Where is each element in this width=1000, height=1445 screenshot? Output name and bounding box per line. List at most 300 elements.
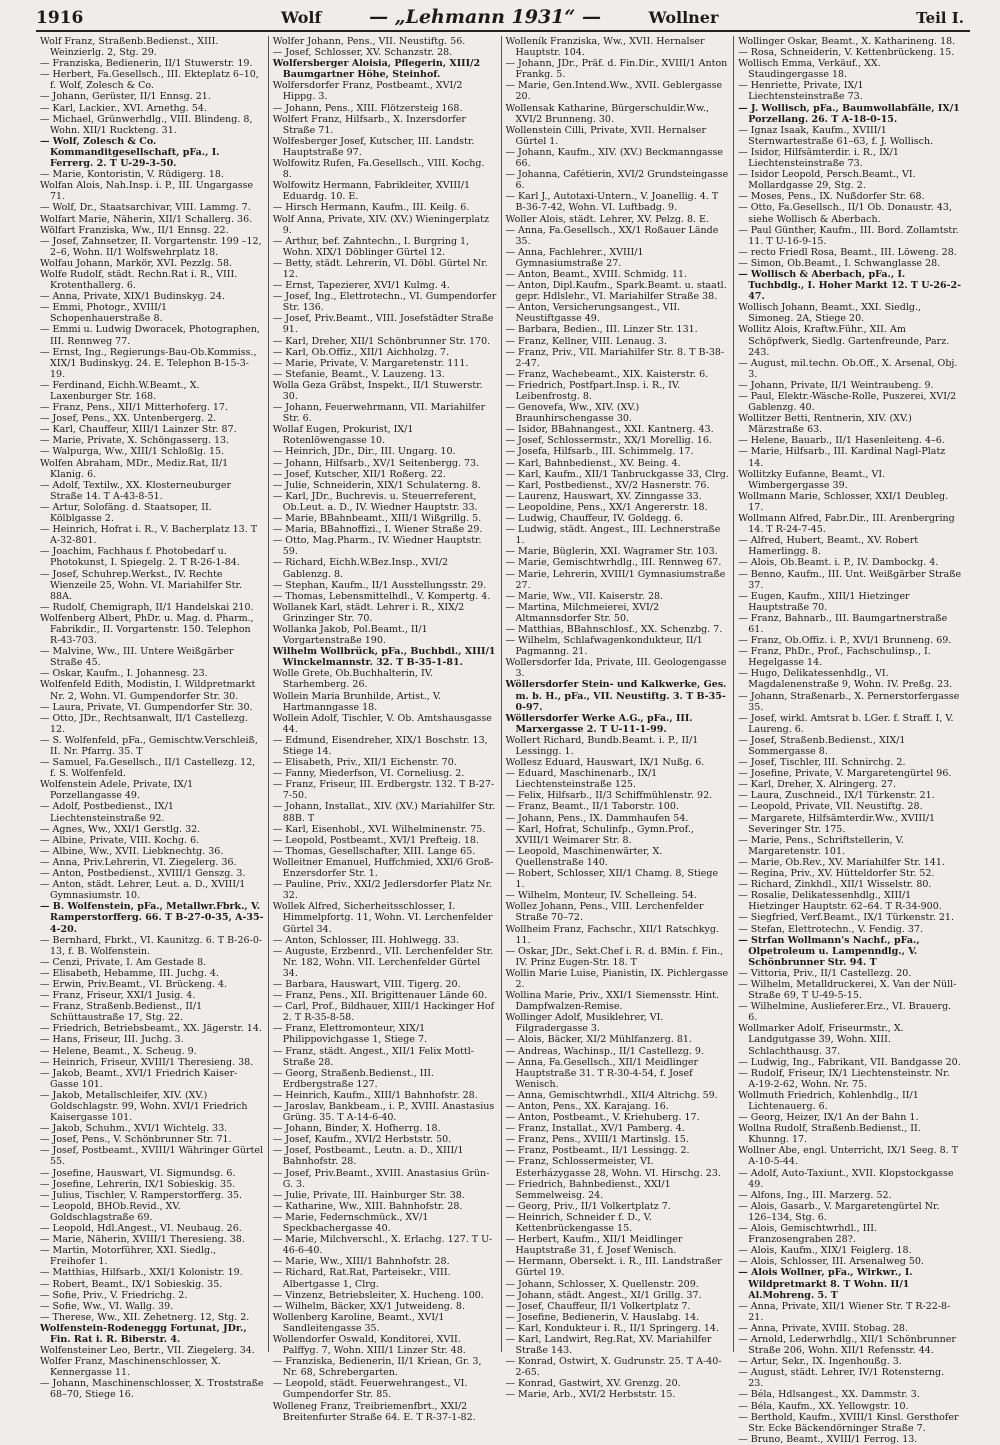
- directory-entry: — Laurenz, Hauswart, XV. Zinngasse 33.: [505, 490, 702, 502]
- directory-entry: — Barbara, Hauswart, VIII. Tigerg. 20.: [272, 978, 461, 990]
- directory-entry: Wolfensteiner Leo, Bertr., VII. Ziegelerg. 34.: [40, 1345, 255, 1357]
- directory-entry: — Franz, PhDr., Prof., Fachschulinsp., I. Hegelgasse 14.: [738, 646, 931, 669]
- directory-entry: — Georg, Heizer, IX/1 An der Bahn 1.: [738, 1112, 919, 1124]
- directory-entry: Wolfersberger Aloisia, Pflegerin, XIII/2 Baumgartner Höhe, Steinhof.: [272, 58, 481, 81]
- directory-entry: — Betty, städt. Lehrerin, VI. Döbl. Gürtel Nr. 12.: [272, 257, 488, 280]
- directory-entry: — Isidor, Hilfsämterdir. i. R., IX/1 Liechtensteinstraße 73.: [738, 146, 899, 170]
- directory-entry: — Arnold, Lederwrhdlg., XII/1 Schönbrunner Straße 206, Wohn. XII/1 Refensstr. 44.: [738, 1333, 956, 1357]
- directory-entry: — Jakob, Beamt., XVI/1 Friedrich Kaiser-Gasse 101.: [40, 1067, 238, 1090]
- directory-entry: — Albine, Ww., XVII. Liebknechtg. 36.: [40, 845, 224, 857]
- directory-entry: — Josef, Zahnsetzer, II. Vorgartenstr. 199 –12, 2–6, Wohn. II/1 Wolfswehrplatz 18.: [40, 235, 262, 258]
- directory-entry: — Johann, Schlosser, X. Quellenstr. 209.: [505, 1278, 699, 1290]
- directory-entry: — Otto, JDr., Rechtsanwalt, II/1 Castellezg. 12.: [40, 712, 248, 735]
- directory-entry: — Matthias, BBahnschlosf., XX. Schenzbg. 7.: [505, 623, 723, 635]
- directory-entry: — Marie, Kontoristin, V. Rüdigerg. 18.: [40, 169, 224, 181]
- directory-entry: — Therese, Ww., XII. Zehetnerg. 12, Stg. 2.: [40, 1311, 250, 1323]
- directory-entry: — Hermann, Obersekt. i. R., III. Landstraßer Gürtel 19.: [505, 1256, 722, 1279]
- directory-entry: — Isidor, BBahnangest., XXI. Kantnerg. 43.: [505, 424, 714, 436]
- directory-entry: Wolf Franz, Straßenb.Bedienst., XIII. Weinzierlg. 2, Stg. 29.: [40, 36, 219, 59]
- directory-entry: Wolfau Johann, Markör, XVI. Pezzlg. 58.: [40, 257, 233, 269]
- directory-entry: — Josef, Pens., V. Schönbrunner Str. 71.: [40, 1134, 232, 1146]
- directory-entry: Wollitz Alois, Kraftw.Führ., XII. Am Schöpfwerk, Siedlg. Gartenfreunde, Parz. 243.: [738, 324, 950, 358]
- directory-entry: — Josef, Tischler, III. Schnirchg. 2.: [738, 757, 906, 769]
- directory-entry: — Siegfried, Verf.Beamt., IX/1 Türkenstr. 21.: [738, 912, 954, 924]
- directory-entry: — Josef, Kaufm., XVI/2 Herbststr. 50.: [272, 1134, 452, 1146]
- directory-entry: — Bernhard, Fbrkt., VI. Kaunitzg. 6. T B-26-0-13, f. B. Wolfenstein.: [40, 934, 263, 957]
- directory-entry: — Michael, Grünwerhdlg., VIII. Blindeng. 8, Wohn. XII/1 Ruckteng. 31.: [40, 113, 253, 136]
- directory-entry: — Josefine, Bedienerin, V. Hauslabg. 14.: [505, 1311, 700, 1323]
- directory-entry: — Julie, Schneiderin, XIX/1 Schulaterng. 8.: [272, 479, 481, 491]
- directory-entry: — Anna, Fachlehrer., XVIII/1 Gymnasiumstraße 27.: [505, 246, 644, 269]
- directory-entry: — Rosa, Schneiderin, V. Kettenbrückeng. 15.: [738, 47, 955, 59]
- directory-entry: — Friedrich, Betriebsbeamt., XX. Jägerstr. 14.: [40, 1023, 262, 1035]
- directory-entry: Wolla Geza Gräbst, Inspekt., II/1 Stuwerstr. 30.: [272, 379, 483, 402]
- directory-entry: — Franziska, Bedienerin, II/1 Kriean, Gr. 3, Nr. 68, Schrebergarten.: [272, 1356, 482, 1379]
- directory-entry: — Josef, Priv.Beamt., VIII. Josefstädter Straße 91.: [272, 313, 494, 336]
- directory-entry: — Franz, Postbeamt., II/1 Lessingg. 2.: [505, 1145, 690, 1157]
- directory-entry: — Leopold, Maschinenwärter, X. Quellenstraße 140.: [505, 845, 663, 868]
- directory-entry: — Carl, Prof., Bildhauer, XIII/1 Hackinger Hof 2. T R-35-8-58.: [272, 1001, 495, 1024]
- directory-entry: — Benno, Kaufm., III. Unt. Weißgärber Straße 37.: [738, 568, 962, 591]
- directory-entry: — Friedrich, Postfpart.Insp. i. R., IV. Leibenfrostg. 8.: [505, 379, 681, 402]
- directory-entry: — Stefan, Elettrotechn., V. Fendig. 37.: [738, 923, 924, 935]
- directory-entry: — Béla, Kaufm., XX. Yellowgstr. 10.: [738, 1400, 909, 1412]
- header-rule: [36, 30, 970, 32]
- directory-entry: — Franz, Bahnarb., III. Baumgartnerstraße 61.: [738, 612, 948, 635]
- directory-entry: Wollitzer Betti, Rentnerin, XIV. (XV.) Märzstraße 63.: [738, 413, 912, 436]
- directory-entry: — Otto, Mag.Pharm., IV. Wiedner Hauptstr. 59.: [272, 535, 482, 558]
- directory-entry: — Josefine, Private, V. Margaretengürtel 96.: [738, 768, 952, 780]
- directory-entry: — Josef, wirkl. Amtsrat b. LGer. f. Straff. I, V. Laureng. 6.: [738, 712, 954, 735]
- directory-entry: — Franz, Pens., XVIII/1 Martinslg. 15.: [505, 1134, 689, 1146]
- directory-entry: — Anton, städt. Lehrer, Leut. a. D., XVIII/1 Gymnasiumstr. 10.: [40, 879, 246, 902]
- directory-entry: — Franz, Elettromonteur, XIX/1 Philippovichgasse 1, Stiege 7.: [272, 1023, 428, 1046]
- directory-entry: — Johann, Installat., XIV. (XV.) Mariahilfer Str. 88B. T: [272, 801, 496, 824]
- directory-entry: — Johann, JDr., Präf. d. Fin.Dir., XVIII/1 Anton Frankg. 5.: [505, 58, 728, 81]
- directory-entry: — Jakob, Metallschleifer, XIV. (XV.) Goldschlagstr. 99, Wohn. XVI/1 Friedrich Kaisergasse 101.: [40, 1089, 248, 1124]
- directory-entry: — Georg, Priv., II/1 Volkertplatz 7.: [505, 1200, 671, 1212]
- directory-entry: Wolfowitz Rufen, Fa.Gesellsch., VIII. Kochg. 8.: [272, 158, 485, 181]
- directory-entry: — Franz, Schlossermeister, VI. Esterházygasse 28, Wohn. VI. Hirschg. 23.: [505, 1156, 721, 1179]
- directory-entry: — Karl, Chauffeur, XIII/1 Lainzer Str. 87.: [40, 424, 237, 436]
- directory-entry: — Richard, Rat.Rat, Parteisekr., VIII. Albertgasse 1, Clrg.: [272, 1267, 451, 1290]
- directory-entry: — Simon, Ob.Beamt., I. Schwanglasse 28.: [738, 257, 941, 269]
- directory-entry: — Robert, Beamt., IX/1 Sobieskig. 35.: [40, 1278, 223, 1290]
- directory-entry: — Johann, Hilfsarb., XV/1 Seitenbergg. 73.: [272, 457, 480, 469]
- directory-entry: — Marie, Gen.Intend.Ww., XVII. Geblergasse 20.: [505, 80, 723, 103]
- column-1: [36, 36, 268, 1401]
- directory-entry: — Josef, Postbeamt., XVIII/1 Währinger Gürtel 55.: [40, 1145, 263, 1168]
- directory-entry: — Anna, Private, XIX/1 Budinskyg. 24.: [40, 291, 225, 303]
- header-title: — „Lehmann 1931“ —: [369, 6, 601, 28]
- directory-entry: — Walpurga, Ww., XIII/1 Schloßlg. 15.: [40, 446, 225, 458]
- directory-entry: — Emmi u. Ludwig Dworacek, Photographen, III. Rennweg 77.: [40, 324, 260, 347]
- directory-entry: — Hans, Friseur, III. Juchg. 3.: [40, 1034, 184, 1046]
- directory-entry: — Barbara, Bedien., III. Linzer Str. 131.: [505, 324, 698, 336]
- directory-entry: — Adolf, Textilw., XX. Klosterneuburger Straße 14. T A-43-8-51.: [40, 479, 232, 502]
- directory-entry: — Anna, Priv.Lehrerin, VI. Ziegelerg. 36.: [40, 856, 237, 868]
- directory-entry: — Strfan Wollmann's Nachf., pFa., Olpetroleum u. Lampenndlg., V. Schönbrunner Str. 94. T: [738, 934, 920, 968]
- directory-entry: — Alois, Schlosser, III. Arsenalweg 50.: [738, 1256, 924, 1268]
- directory-entry: Wolfert Franz, Hilfsarb., X. Inzersdorfer Straße 71.: [272, 113, 466, 136]
- directory-entry: — Thomas, Lebensmittelhdl., V. Kompertg. 4.: [272, 590, 491, 602]
- directory-entry: — Emmi, Photogr., XVIII/1 Schopenhauerstraße 8.: [40, 302, 168, 325]
- directory-entry: — Franz, Priv., VII. Mariahilfer Str. 8. T B-38-2-47.: [505, 346, 725, 369]
- directory-entry: Wolleneg Franz, Treibriemenfbrt., XXI/2 Breitenfurter Straße 64. E. T R-37-1-82.: [272, 1400, 476, 1423]
- directory-entry: — Konrad, Ostwirt, X. Gudrunstr. 25. T A-40-2-65.: [505, 1356, 722, 1379]
- directory-entry: — Josef, Schlossermstr., XX/1 Morellig. 16.: [505, 435, 712, 447]
- directory-entry: — Karl, Bahnbedienst., XV. Being. 4.: [505, 457, 681, 469]
- directory-entry: — Wilhelm, Schlafwagenkondukteur, II/1 Pagmanng. 21.: [505, 635, 703, 658]
- directory-entry: — Johann, Maschinenschlosser, X. Troststraße 68–70, Stiege 16.: [40, 1378, 264, 1401]
- directory-entry: — Marie, Milchverschl., X. Erlachg. 127. T U-46-6-40.: [272, 1234, 493, 1257]
- directory-entry: — Vittoria, Priv., II/1 Castellezg. 20.: [738, 967, 912, 979]
- directory-entry: — Moses, Pens., IX. Nußdorfer Str. 68.: [738, 191, 925, 203]
- directory-columns: [36, 36, 966, 1445]
- directory-entry: — Hirsch Hermann, Kaufm., III. Keilg. 6.: [272, 202, 470, 214]
- directory-entry: — Anna, Private, XVIII. Stobag. 28.: [738, 1322, 908, 1334]
- directory-entry: — Helene, Beamt., X. Scheug. 9.: [40, 1045, 197, 1057]
- directory-entry: — Karl, Postbedienst., XV/2 Hasnerstr. 76.: [505, 479, 710, 491]
- directory-entry: — Josef, Kutscher, XII/1 Roßerg. 22.: [272, 468, 446, 480]
- directory-entry: — Marie, Ob.Rev., XV. Mariahilfer Str. 141.: [738, 856, 945, 868]
- directory-entry: — Heinrich, JDr., Dir., III. Ungarg. 10.: [272, 446, 456, 458]
- directory-entry: — Richard, Zinkhdl., XII/1 Wisselstr. 80.: [738, 879, 932, 891]
- directory-entry: Wollinger Oskar, Beamt., X. Katharineng. 18.: [738, 36, 956, 47]
- directory-entry: — Auguste, Erzbenrd., VII. Lerchenfelder Str. Nr. 182, Wohn. VII. Lerchenfelder Gürtel 34.: [272, 945, 494, 979]
- directory-entry: — Anton, Dipl.Kaufm., Spark.Beamt. u. staatl. gepr. Hdlslehr., VI. Mariahilfer Straße 38.: [505, 280, 727, 303]
- directory-entry: Wollina Marie, Priv., XXI/1 Siemensstr. Hint. Dampfwalzen-Remise.: [505, 990, 720, 1013]
- directory-entry: — Marie, Ww., VII. Kaiserstr. 28.: [505, 590, 664, 602]
- directory-entry: — Oskar, Kaufm., I. Johannesg. 23.: [40, 668, 208, 680]
- directory-entry: Wolfenstein Adele, Private, IX/1 Porzellangasse 49.: [40, 779, 194, 802]
- directory-entry: — Bruno, Beamt., XVIII/1 Ferrog. 13.: [738, 1433, 918, 1445]
- directory-entry: — Regina, Priv., XV. Hütteldorfer Str. 52.: [738, 868, 935, 880]
- directory-entry: Wollmuth Friedrich, Kohlenhdlg., II/1 Lichtenauerg. 6.: [738, 1089, 919, 1112]
- directory-entry: — Franz, Pens., XII/1 Mitterhoferg. 17.: [40, 402, 228, 414]
- directory-entry: — Agnes, Ww., XXI/1 Gerstlg. 32.: [40, 823, 201, 835]
- directory-entry: — Marie, Büglerin, XXI. Wagramer Str. 103.: [505, 546, 718, 558]
- directory-entry: — Josefa, Hilfsarb., III. Schimmelg. 17.: [505, 446, 694, 458]
- directory-entry: — Berthold, Kaufm., XVIII/1 Kinsl. Gersthofer Str. Ecke Bäckendörninger Straße 7.: [738, 1411, 959, 1434]
- directory-entry: — Anton, Schlosser, III. Hohlwegg. 33.: [272, 934, 460, 946]
- directory-entry: — Anna, Fa.Gesellsch., XX/1 Roßauer Lände 35.: [505, 224, 719, 247]
- directory-entry: — Arthur, bef. Zahntechn., I. Burgring 1, Wohn. XIX/1 Döblinger Gürtel 12.: [272, 235, 470, 258]
- directory-entry: — Josef, Priv.Beamt., XVIII. Anastasius Grün-G. 3.: [272, 1167, 490, 1190]
- directory-entry: — Ernst, Ing., Regierungs-Bau-Ob.Kommiss., XIX/1 Budinskyg. 24. E. Telephon B-15-3-19.: [40, 346, 257, 380]
- directory-entry: — Felix, Hilfsarb., II/3 Schiffmühlenstr. 92.: [505, 790, 713, 802]
- directory-entry: — Karl, Kaufm., XII/1 Tanbruckgasse 33, Clrg.: [505, 468, 729, 480]
- directory-entry: Wollmann Marie, Schlosser, XXI/1 Deubleg. 17.: [738, 490, 949, 513]
- directory-entry: — Katharine, Ww., XIII. Bahnhofstr. 28.: [272, 1200, 463, 1212]
- directory-entry: — Albine, Private, VIII. Kochg. 6.: [40, 834, 200, 846]
- directory-entry: Wöllersdorfer Werke A.G., pFa., III. Marxergasse 2. T U-11-1-99.: [505, 712, 693, 735]
- directory-entry: Wollenberg Karoline, Beamt., XVI/1 Sandleitengasse 35.: [272, 1311, 445, 1334]
- directory-entry: — Genovefa, Ww., XIV. (XV.) Braunhirschengasse 30.: [505, 402, 640, 425]
- directory-entry: Wolfe Rudolf, städt. Rechn.Rat i. R., VIII. Krotenthallerg. 6.: [40, 268, 238, 292]
- directory-entry: — Josef, Ing., Elettrotechn., VI. Gumpendorfer Str. 136.: [272, 291, 497, 314]
- directory-entry: — Margarete, Hilfsämterdir.Ww., XVIII/1 Severinger Str. 175.: [738, 812, 936, 835]
- directory-entry: — Herbert, Fa.Gesellsch., III. Ekteplatz 6–10, f. Wolf, Zolesch & Co.: [40, 69, 259, 92]
- directory-entry: — Heinrich, Hofrat i. R., V. Bacherplatz 13. T A-32-801.: [40, 524, 258, 547]
- directory-entry: — Franz, Beamt., II/1 Taborstr. 100.: [505, 801, 679, 813]
- directory-entry: — Wilhelm, Bäcker, XX/1 Jutweideng. 8.: [272, 1300, 465, 1312]
- directory-entry: — Marie, Private, V. Margaretenstr. 111.: [272, 357, 469, 369]
- directory-entry: Wollisch Johann, Beamt., XXI. Siedlg., Simoneg. 2A, Stiege 20.: [738, 302, 922, 325]
- page-number: 1916: [36, 8, 84, 28]
- directory-entry: — Franz, Ob.Offiz. i. P., XVI/1 Brunneng. 69.: [738, 635, 952, 647]
- directory-entry: — Franz, Kellner, VIII. Lenaug. 3.: [505, 335, 667, 347]
- directory-entry: Wollein Maria Brunhilde, Artist., V. Hartmanngasse 18.: [272, 690, 442, 713]
- directory-entry: — Karl, Eisenhobl., XVI. Wilhelminenstr. 75.: [272, 823, 486, 835]
- directory-entry: — Karl J., Autotaxi-Untern., V. Joanellig. 4. T B-36-7-42, Wohn. VI. Luftbadg. 9.: [505, 191, 719, 214]
- directory-entry: — Herbert, Kaufm., XII/1 Meidlinger Hauptstraße 31, f. Josef Wenisch.: [505, 1234, 683, 1257]
- directory-entry: — Marie, Hilfsarb., III. Kardinal Nagl-Platz 14.: [738, 446, 946, 469]
- directory-entry: — Cenzi, Private, I. Am Gestade 8.: [40, 956, 207, 968]
- directory-entry: Wolfersdorfer Franz, Postbeamt., XVI/2 Hippg. 3.: [272, 80, 463, 103]
- directory-entry: — Vinzenz, Betriebsleiter, X. Hucheng. 100.: [272, 1289, 484, 1301]
- directory-entry: — Wolf, Zolesch & Co. Kommanditgesellschaft, pFa., I. Ferrerg. 2. T U-29-3-50.: [40, 135, 220, 170]
- directory-entry: Wollendorfer Oswald, Konditorei, XVII. Palffyg. 7, Wohn. XIII/1 Linzer Str. 48.: [272, 1333, 466, 1357]
- directory-entry: — Alfons, Ing., III. Marzerg. 52.: [738, 1189, 892, 1201]
- directory-entry: — Jakob, Schuhm., XVI/1 Wichtelg. 33.: [40, 1123, 228, 1135]
- directory-entry: — Karl, Dreher, X. Alringerg. 27.: [738, 779, 897, 791]
- directory-entry: — Alois, Ob.Beamt. i. P., IV. Dambockg. 4.: [738, 557, 939, 569]
- directory-entry: — Anna, Fa.Gesellsch., XII/1 Meidlinger Hauptstraße 31. T R-30-4-54, f. Josef Wenisch.: [505, 1056, 699, 1090]
- directory-entry: Wolfenberg Albert, PhDr. u. Mag. d. Pharm., Fabrikdir., II. Vorgartenstr. 150. Telephon R-43-703.: [40, 612, 254, 647]
- directory-entry: — Johann, Straßenarb., X. Pernerstorfergasse 35.: [738, 690, 960, 713]
- directory-entry: Wollna Rudolf, Straßenb.Bedienst., II. Khunng. 17.: [738, 1123, 921, 1146]
- directory-entry: — Friedrich, Bahnbedienst., XXI/1 Semmelweisg. 24.: [505, 1178, 671, 1201]
- directory-entry: — Marie, Ww., XIII/1 Bahnhofstr. 28.: [272, 1256, 450, 1268]
- directory-entry: — August, mil.techn. Ob.Off., X. Arsenal, Obj. 3.: [738, 357, 958, 380]
- directory-entry: Wollitzky Eufanne, Beamt., VI. Wimbergergasse 39.: [738, 468, 886, 491]
- directory-entry: — Joachim, Fachhaus f. Photobedarf u. Photokunst, I. Spiegelg. 2. T R-26-1-84.: [40, 546, 240, 569]
- directory-entry: Wollenstein Cilli, Private, XVII. Hernalser Gürtel 1.: [505, 124, 707, 147]
- directory-entry: — Martina, Milchmeierei, XVI/2 Altmannsdorfer Str. 50.: [505, 601, 660, 624]
- directory-entry: Wolleník Franziska, Ww., XVII. Hernalser Hauptstr. 104.: [505, 36, 705, 59]
- directory-entry: — Ernst, Tapezierer, XVI/1 Kulmg. 4.: [272, 280, 450, 292]
- directory-entry: — Jaroslav, Bankbeam., i. P., XVIII. Anastasius Grüng. 35. T A-14-6-40.: [272, 1101, 495, 1124]
- directory-entry: — recto Friedl Rosa, Beamt., III. Löweng. 28.: [738, 246, 957, 258]
- directory-entry: — Artur, Sekr., IX. Ingenhoußg. 3.: [738, 1356, 902, 1368]
- directory-entry: — Alfred, Hubert, Beamt., XV. Robert Hamerlingg. 8.: [738, 535, 919, 558]
- directory-entry: — Leopold, BHOb.Revid., XV. Goldschlagstraße 69.: [40, 1200, 181, 1223]
- directory-entry: — Marie, Federnschmück., XV/1 Speckbachergasse 40.: [272, 1211, 429, 1235]
- directory-entry: — Johann, Gerüster, II/1 Ennsg. 21.: [40, 91, 211, 103]
- directory-entry: — Robert, Schlosser, XII/1 Chamg. 8, Stiege 1.: [505, 868, 719, 891]
- directory-entry: — Ludwig, städt. Angest., III. Lechnerstraße 1.: [505, 524, 721, 547]
- directory-entry: — Anna, Gemischtwrhdl., XII/4 Altrichg. 59.: [505, 1089, 718, 1101]
- directory-entry: — S. Wolfenfeld, pFa., Gemischtw.Verschleiß, II. Nr. Pfarrg. 35. T: [40, 734, 258, 757]
- directory-entry: — Anton, Pens., XX. Karajang. 16.: [505, 1101, 669, 1112]
- directory-entry: — Malvine, Ww., III. Untere Weißgärber Straße 45.: [40, 646, 234, 669]
- directory-entry: — Maria, BBahnoffizi., I. Wiener Straße 29.: [272, 524, 483, 536]
- directory-entry: — Wilhelmine, Auslieferer.Erz., VI. Brauerg. 6.: [738, 1001, 952, 1024]
- directory-entry: Wollensak Katharine, Bürgerschuldir.Ww., XVI/2 Brunneng. 30.: [505, 102, 709, 125]
- directory-entry: — Ludwig, Chauffeur, IV. Goldegg. 6.: [505, 513, 684, 525]
- directory-entry: Wollinger Adolf, Musiklehrer, VI. Filgradergasse 3.: [505, 1012, 664, 1035]
- directory-entry: — Franz, Friseur, III. Erdbergstr. 132. T B-27-7-50.: [272, 779, 495, 802]
- directory-entry: — Stephan, Kaufm., II/1 Ausstellungsstr. 29.: [272, 579, 487, 591]
- directory-entry: — Artur, Solofäng. d. Staatsoper, II. Kölblgasse 2.: [40, 501, 212, 525]
- directory-entry: Wollanka Jakob, Pol.Beamt., II/1 Vorgartenstraße 190.: [272, 623, 428, 647]
- directory-entry: — Richard, Eichh.W.Bez.Insp., XVI/2 Gablenzg. 8.: [272, 557, 449, 580]
- directory-entry: — Samuel, Fa.Gesellsch., II/1 Castellezg. 12, f. S. Wolfenfeld.: [40, 757, 256, 780]
- directory-entry: — Pauline, Priv., XXI/2 Jedlersdorfer Platz Nr. 32.: [272, 879, 493, 902]
- directory-entry: Wolle Grete, Ob.Buchhalterin, IV. Starhemberg. 26.: [272, 668, 433, 691]
- directory-entry: — Ignaz Isaak, Kaufm., XVIII/1 Sternwartestraße 61–63, f. J. Wollisch.: [738, 124, 934, 147]
- directory-entry: — Marie, Arb., XVI/2 Herbststr. 15.: [505, 1389, 676, 1401]
- directory-entry: — Johann, Pens., XIII. Flötzersteig 168.: [272, 102, 463, 114]
- directory-entry: — Heinrich, Kaufm., XIII/1 Bahnhofstr. 28.: [272, 1089, 478, 1101]
- directory-entry: — Ferdinand, Eichh.W.Beamt., X. Laxenburger Str. 168.: [40, 379, 200, 402]
- directory-entry: — Karl, Landwirt, Reg.Rat, XV. Mariahilfer Straße 143.: [505, 1333, 712, 1357]
- directory-entry: Wölfart Franziska, Ww., II/1 Ennsg. 22.: [40, 224, 229, 236]
- directory-entry: — Johann, Binder, X. Hofherrg. 18.: [272, 1123, 441, 1135]
- directory-entry: — Sofie, Ww., VI. Wallg. 39.: [40, 1300, 174, 1312]
- directory-entry: — Heinrich, Schneider f. D., V. Kettenbrückengasse 15.: [505, 1211, 652, 1235]
- directory-entry: — Josefine, Lehrerin, IX/1 Sobieskig. 35.: [40, 1178, 236, 1190]
- directory-entry: — Karl, Dreher, XII/1 Schönbrunner Str. 170.: [272, 335, 491, 347]
- directory-entry: — Eduard, Maschinenarb., IX/1 Liechtensteinstraße 125.: [505, 768, 658, 791]
- directory-entry: Wolfen Abraham, MDr., Mediz.Rat, II/1 Klanig. 6.: [40, 457, 229, 480]
- directory-entry: Wolfowitz Hermann, Fabrikleiter, XVIII/1 Eduardg. 10. E.: [272, 180, 471, 203]
- directory-entry: — Thomas, Gesellschafter, XIII. Lange 65.: [272, 845, 476, 857]
- directory-entry: Wöllersdorfer Stein- und Kalkwerke, Ges. m. b. H., pFa., VII. Neustiftg. 3. T B-35-0-97.: [505, 679, 727, 713]
- directory-entry: Wollmarker Adolf, Friseurmstr., X. Landgutgasse 39, Wohn. XIII. Schlachthausg. 37.: [738, 1023, 904, 1057]
- directory-entry: — Johanna, Cafétierin, XVI/2 Grundsteingasse 6.: [505, 169, 729, 192]
- directory-entry: — Franz, Friseur, XXI/1 Jusig. 4.: [40, 990, 196, 1002]
- directory-entry: — Marie, Private, X. Schöngasserg. 13.: [40, 435, 230, 447]
- directory-entry: — Erwin, Priv.Beamt., VI. Brückeng. 4.: [40, 978, 228, 990]
- directory-entry: — Eugen, Kaufm., XIII/1 Hietzinger Hauptstraße 70.: [738, 590, 910, 613]
- directory-entry: — J. Wollisch, pFa., Baumwollabfälle, IX/1 Porzellang. 26. T A-18-0-15.: [738, 102, 960, 125]
- directory-entry: — B. Wolfenstein, pFa., Metallwr.Fbrk., V. Ramperstorfferg. 66. T B-27-0-35, A-35-4-20.: [40, 901, 264, 935]
- directory-entry: — Josef, Pens., XX. Untenbergerg. 2.: [40, 413, 217, 425]
- directory-entry: — Leopold, Private, VII. Neustiftg. 28.: [738, 801, 923, 813]
- directory-entry: — Wilhelm, Monteur, IV. Schelleing. 54.: [505, 890, 697, 902]
- directory-entry: — Leopold, Hdl.Angest., VI. Neubaug. 26.: [40, 1223, 242, 1235]
- directory-entry: Wollein Adolf, Tischler, V. Ob. Amtshausgasse 44.: [272, 712, 492, 735]
- directory-entry: — Johann, Kaufm., XIV. (XV.) Beckmanngasse 66.: [505, 146, 723, 170]
- directory-entry: Wolfer Johann, Pens., VII. Neustiftg. 56.: [272, 36, 466, 47]
- directory-entry: — Adolf, Postbedienst., IX/1 Liechtensteinstraße 92.: [40, 801, 174, 824]
- directory-entry: — Matthias, Hilfsarb., XXI/1 Kolonistr. 19.: [40, 1267, 243, 1279]
- column-2: [268, 36, 501, 1423]
- directory-entry: — August, städt. Lehrer, IV/1 Rotensterng. 23.: [738, 1367, 945, 1390]
- directory-entry: — Franziska, Bedienerin, II/1 Stuwerstr. 19.: [40, 58, 253, 70]
- directory-entry: — Leopoldine, Pens., XX/1 Angererstr. 18.: [505, 501, 708, 513]
- directory-entry: — Otto, Fa.Gesellsch., II/1 Ob. Donaustr. 43, siehe Wollisch & Aberbach.: [738, 202, 952, 225]
- directory-entry: Wolleitner Emanuel, Huffchmied, XXI/6 Groß-Enzersdorfer Str. 1.: [272, 856, 494, 880]
- directory-entry: Wolfenstein-Rodeneggg Fortunat, JDr., Fin. Rat i. R. Biberstr. 4.: [40, 1322, 247, 1345]
- directory-entry: — Karl, Hofrat, Schulinfp., Gymn.Prof., XVIII/1 Weimarer Str. 8.: [505, 823, 694, 846]
- header-part: Teil I.: [916, 9, 964, 27]
- directory-entry: — Marie, Gemischtwrhdlg., III. Rennweg 67.: [505, 557, 722, 569]
- directory-entry: Wollheim Franz, Fachschr., XII/1 Ratschkyg. 11.: [505, 923, 720, 946]
- directory-entry: — Stefanie, Beamt., V. Lauzeng. 13.: [272, 368, 445, 380]
- column-3: [501, 36, 734, 1401]
- directory-entry: — Anna, Private, XII/1 Wiener Str. T R-22-8-21.: [738, 1300, 951, 1323]
- directory-entry: Wilhelm Wollbrück, pFa., Buchbdl., XIII/1 Winckelmannstr. 32. T B-35-1-81.: [272, 646, 496, 669]
- directory-entry: — Sofie, Priv., V. Friedrichg. 2.: [40, 1289, 188, 1301]
- directory-entry: — Johann, Feuerwehrmann, VII. Mariahilfer Str. 6.: [272, 402, 486, 425]
- directory-entry: — Laura, Private, VI. Gumpendorfer Str. 30.: [40, 701, 253, 713]
- directory-entry: — Laura, Zuschneid., IX/1 Türkenstr. 21.: [738, 790, 935, 802]
- directory-entry: Wollin Marie Luise, Pianistin, IX. Pichlergasse 2.: [505, 967, 729, 990]
- directory-entry: — Rudolf, Chemigraph, II/1 Handelskai 210.: [40, 601, 254, 613]
- directory-entry: — Josef, Chauffeur, II/1 Volkertplatz 7.: [505, 1300, 691, 1312]
- directory-entry: — Alois, Kaufm., XIX/1 Feiglerg. 18.: [738, 1245, 912, 1257]
- directory-entry: Wollisch Emma, Verkäuf., XX. Staudingergasse 18.: [738, 58, 881, 81]
- directory-entry: — Johann, Pens., IX. Dammhaufen 54.: [505, 812, 689, 824]
- directory-entry: — Johann, Private, II/1 Weintraubeng. 9.: [738, 379, 934, 391]
- directory-entry: — Edmund, Eisendreher, XIX/1 Boschstr. 13, Stiege 14.: [272, 734, 488, 757]
- directory-entry: — Franz, Installat., XV/1 Pamberg. 4.: [505, 1123, 685, 1135]
- directory-entry: — Helene, Bauarb., II/1 Hasenleiteng. 4–6.: [738, 435, 945, 447]
- directory-entry: — Fanny, Miederfson, VI. Corneliusg. 2.: [272, 768, 465, 780]
- directory-entry: — Johann, städt. Angest., XI/1 Grillg. 37.: [505, 1289, 702, 1301]
- directory-entry: — Franz, Pens., XII. Brigittenauer Lände 60.: [272, 990, 488, 1002]
- directory-entry: — Franz, städt. Angest., XII/1 Felix Mottl-Straße 28.: [272, 1045, 474, 1068]
- directory-entry: — Alois Wollner, pFa., Wirkwr., I. Wildpretmarkt 8. T Wohn. II/1 Al.Mohreng. 5. T: [738, 1267, 913, 1301]
- directory-entry: — Julius, Tischler, V. Ramperstorfferg. 35.: [40, 1189, 243, 1201]
- directory-entry: — Konrad, Gastwirt, XV. Grenzg. 20.: [505, 1378, 681, 1390]
- directory-entry: — Alois, Bäcker, XI/2 Mühlfanzerg. 81.: [505, 1034, 692, 1046]
- directory-entry: Wollert Richard, Bundb.Beamt. i. P., II/1 Lessingg. 1.: [505, 734, 699, 757]
- directory-entry: — Anton, Versicherungsangest., VII. Neustiftgasse 49.: [505, 302, 681, 325]
- directory-entry: — Hugo, Delikatessenhdlg., VI. Magdalenenstraße 9, Wohn. IV. Preßg. 23.: [738, 668, 953, 691]
- directory-entry: — Alois, Gemischtwrhdl., III. Franzosengraben 28?.: [738, 1223, 877, 1246]
- directory-entry: Wollanek Karl, städt. Lehrer i. R., XIX/2 Grinzinger Str. 70.: [272, 601, 465, 624]
- directory-entry: — Ludwig, Ing., Fabrikant, VII. Bandgasse 20.: [738, 1056, 961, 1068]
- directory-entry: — Josef, Schuhrep.Werkst., IV. Rechte Wienzeile 25, Wohn. VI. Mariahilfer Str. 88A.: [40, 568, 242, 602]
- column-4: [733, 36, 966, 1445]
- directory-entry: — Paul, Elektr.-Wäsche-Rolle, Puszerei, XVI/2 Gablenzg. 40.: [738, 391, 957, 414]
- directory-entry: Wollek Alfred, Sicherheitsschlosser, I. Himmelpfortg. 11, Wohn. VI. Lerchenfelder Gürtel 34.: [272, 901, 493, 935]
- directory-entry: — Anton, Postbeamt., V. Kriehuberg. 17.: [505, 1112, 700, 1124]
- directory-entry: Wolfart Marie, Näherin, XII/1 Schallerg. 36.: [40, 213, 253, 225]
- directory-entry: — Karl, Kondukteur i. R., II/1 Springerg. 14.: [505, 1322, 719, 1334]
- directory-entry: — Elisabeth, Priv., XII/1 Eichenstr. 70.: [272, 757, 457, 769]
- directory-entry: — Marie, Pens., Schriftstellerin, V. Margaretenstr. 101.: [738, 834, 904, 857]
- directory-entry: — Alois, Gasarb., V. Margaretengürtel Nr. 126–134, Stg. 6.: [738, 1200, 940, 1223]
- directory-entry: Wollersdorfer Ida, Private, III. Geologengasse 3.: [505, 657, 727, 680]
- directory-entry: — Marie, Näherin, XVIII/1 Theresieng. 38.: [40, 1234, 245, 1246]
- directory-entry: — Josef, Straßenb.Bedienst., XIX/1 Sommergasse 8.: [738, 734, 906, 757]
- directory-entry: — Josef, Postbeamt., Leutn. a. D., XIII/1 Bahnhofstr. 28.: [272, 1145, 464, 1168]
- directory-entry: — Anton, Beamt., XVIII. Schmidg. 11.: [505, 268, 688, 280]
- directory-entry: — Heinrich, Friseur, XVIII/1 Theresieng. 38.: [40, 1056, 254, 1068]
- directory-entry: Wolfer Franz, Maschinenschlosser, X. Kennergasse 11.: [40, 1356, 221, 1379]
- directory-entry: — Franz, Straßenb.Bedienst., II/1 Schüttaustraße 17, Stg. 22.: [40, 1001, 203, 1024]
- directory-entry: — Oskar, JDr., Sekt.Chef i. R. d. BMin. f. Fin., IV. Prinz Eugen-Str. 18. T: [505, 945, 724, 968]
- directory-entry: Wollesz Eduard, Hauswart, IX/1 Nußg. 6.: [505, 757, 705, 769]
- directory-entry: — Josefine, Hauswart, VI. Sigmundsg. 6.: [40, 1167, 236, 1179]
- directory-entry: Wollaf Eugen, Prokurist, IX/1 Rotenlöwengasse 10.: [272, 424, 414, 447]
- directory-entry: — Marie, BBahnbeamt., XIII/1 Wißgrillg. 5.: [272, 513, 482, 525]
- directory-entry: Wollmann Alfred, Fabr.Dir., III. Arenbergring 14. T R-24-7-45.: [738, 513, 955, 536]
- directory-entry: — Franz, Wachebeamt., XIX. Kaisterstr. 6.: [505, 368, 709, 380]
- directory-entry: — Anton, Postbedienst., XVIII/1 Genszg. 3.: [40, 868, 246, 880]
- directory-entry: — Adolf, Auto-Taxiunt., XVII. Klopstockgasse 49.: [738, 1167, 954, 1190]
- directory-entry: Wollner Abe, engl. Unterricht, IX/1 Seeg. 8. T A-10-5-44.: [738, 1145, 959, 1168]
- directory-entry: Wollez Johann, Pens., VIII. Lerchenfelder Straße 70–72.: [505, 901, 704, 924]
- directory-entry: — Leopold, Postbeamt., XVI/1 Prefteig. 18.: [272, 834, 479, 846]
- header-first-entry: Wolf: [281, 8, 322, 27]
- page-header: [36, 6, 964, 28]
